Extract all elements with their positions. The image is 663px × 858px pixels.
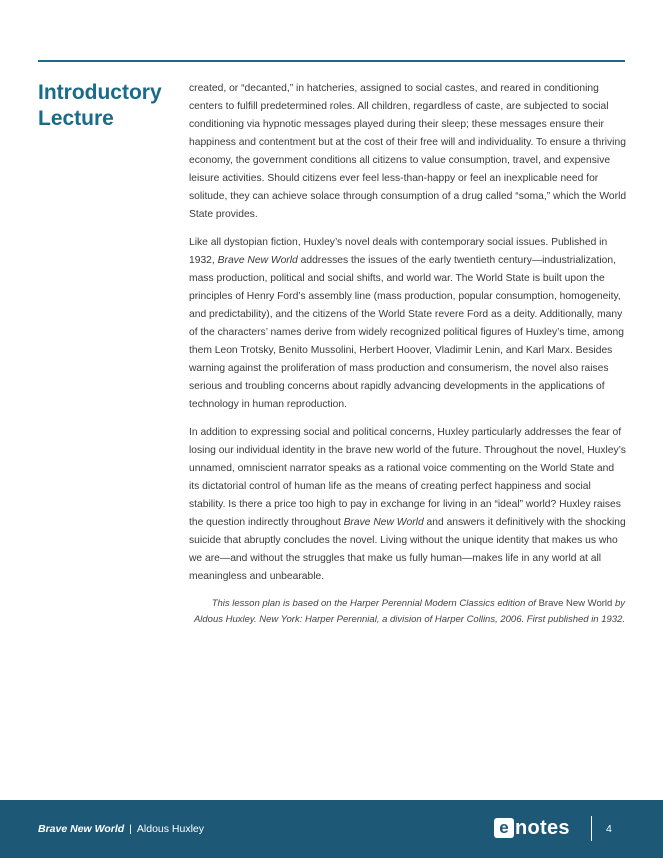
lecture-body <box>189 80 627 596</box>
page-footer <box>0 800 663 858</box>
footer-separator: | <box>129 823 132 835</box>
footer-book-info <box>38 822 204 836</box>
paragraph-3-text-b: and answers it definitively with the shocking suicide that abruptly concludes the novel. Living without the unique identity that makes us who we are—and without the struggles that make us fully human—makes life in any world at all meaningless and unbearable. <box>189 517 626 582</box>
paragraph-1-text: created, or “decanted,” in hatcheries, assigned to social castes, and reared in conditioning centers to fulfill predetermined roles. All children, regardless of caste, are subjected to social conditioning via hypnotic messages played during their sleep; these messages ensure their happiness and contentment but at the cost of their free will and individuality. To ensure a thriving economy, the government conditions all citizens to value consumption, travel, and expensive leisure activities. Should citizens ever feel less-than-happy or feel an inexplicable need for solitude, they can achieve solace through consumption of a drug called “soma,” which the World State provides. <box>189 83 627 220</box>
edition-note-before: This lesson plan is based on the Harper Perennial Modern Classics edition of <box>211 598 539 609</box>
paragraph-3-book-title: Brave New World <box>343 517 424 528</box>
footer-divider <box>591 816 592 841</box>
enotes-logo-e-icon: e <box>494 818 514 838</box>
paragraph-2-book-title: Brave New World <box>217 255 298 266</box>
paragraph-3-text-a: In addition to expressing social and political concerns, Huxley particularly addresses the fear of losing our individual identity in the brave new world of the future. Throughout the novel, Huxley’s unnamed, omniscient narrator speaks as a rational voice commenting on the World State and its dictatorial control of human life as the means of creating perfect happiness and social stability. Is there a price too high to pay in exchange for living in an “ideal” world? Huxley raises the question indirectly throughout <box>189 427 626 528</box>
paragraph-3 <box>189 424 627 586</box>
edition-note-book-title: Brave New World <box>538 598 613 609</box>
paragraph-1 <box>189 80 627 224</box>
enotes-logo-word: notes <box>515 817 570 839</box>
enotes-logo <box>494 817 570 839</box>
section-title <box>38 80 178 132</box>
section-title-line1: Introductory <box>38 81 162 104</box>
page-number: 4 <box>606 823 612 835</box>
paragraph-2-text-a: Like all dystopian fiction, Huxley’s novel deals with contemporary social issues. Published in 1932, <box>189 237 608 266</box>
paragraph-2-text-b: addresses the issues of the early twentieth century—industrialization, mass production, political and social shifts, and world war. The World State is built upon the principles of Henry Ford’s assembly line (mass production, popular consumption, homogeneity, and predictability), and the citizens of the World State revere Ford as a deity. Additionally, many of the characters’ names derive from widely recognized political figures of Huxley’s time, among them Leon Trotsky, Benito Mussolini, Herbert Hoover, Vladimir Lenin, and Karl Marx. Besides warning against the proliferation of mass production and consumerism, the novel also raises serious and troubling concerns about rapidly advancing developments in the applications of technology in human reproduction. <box>189 255 624 410</box>
footer-author: Aldous Huxley <box>136 823 205 835</box>
paragraph-2 <box>189 234 627 414</box>
edition-note <box>189 596 625 628</box>
footer-book-title: Brave New World <box>38 823 125 835</box>
edition-note-after: by Aldous Huxley. New York: Harper Perennial, a division of Harper Collins, 2006. First published in 1932. <box>193 598 625 625</box>
section-title-line2: Lecture <box>38 107 114 130</box>
top-rule <box>38 60 625 62</box>
